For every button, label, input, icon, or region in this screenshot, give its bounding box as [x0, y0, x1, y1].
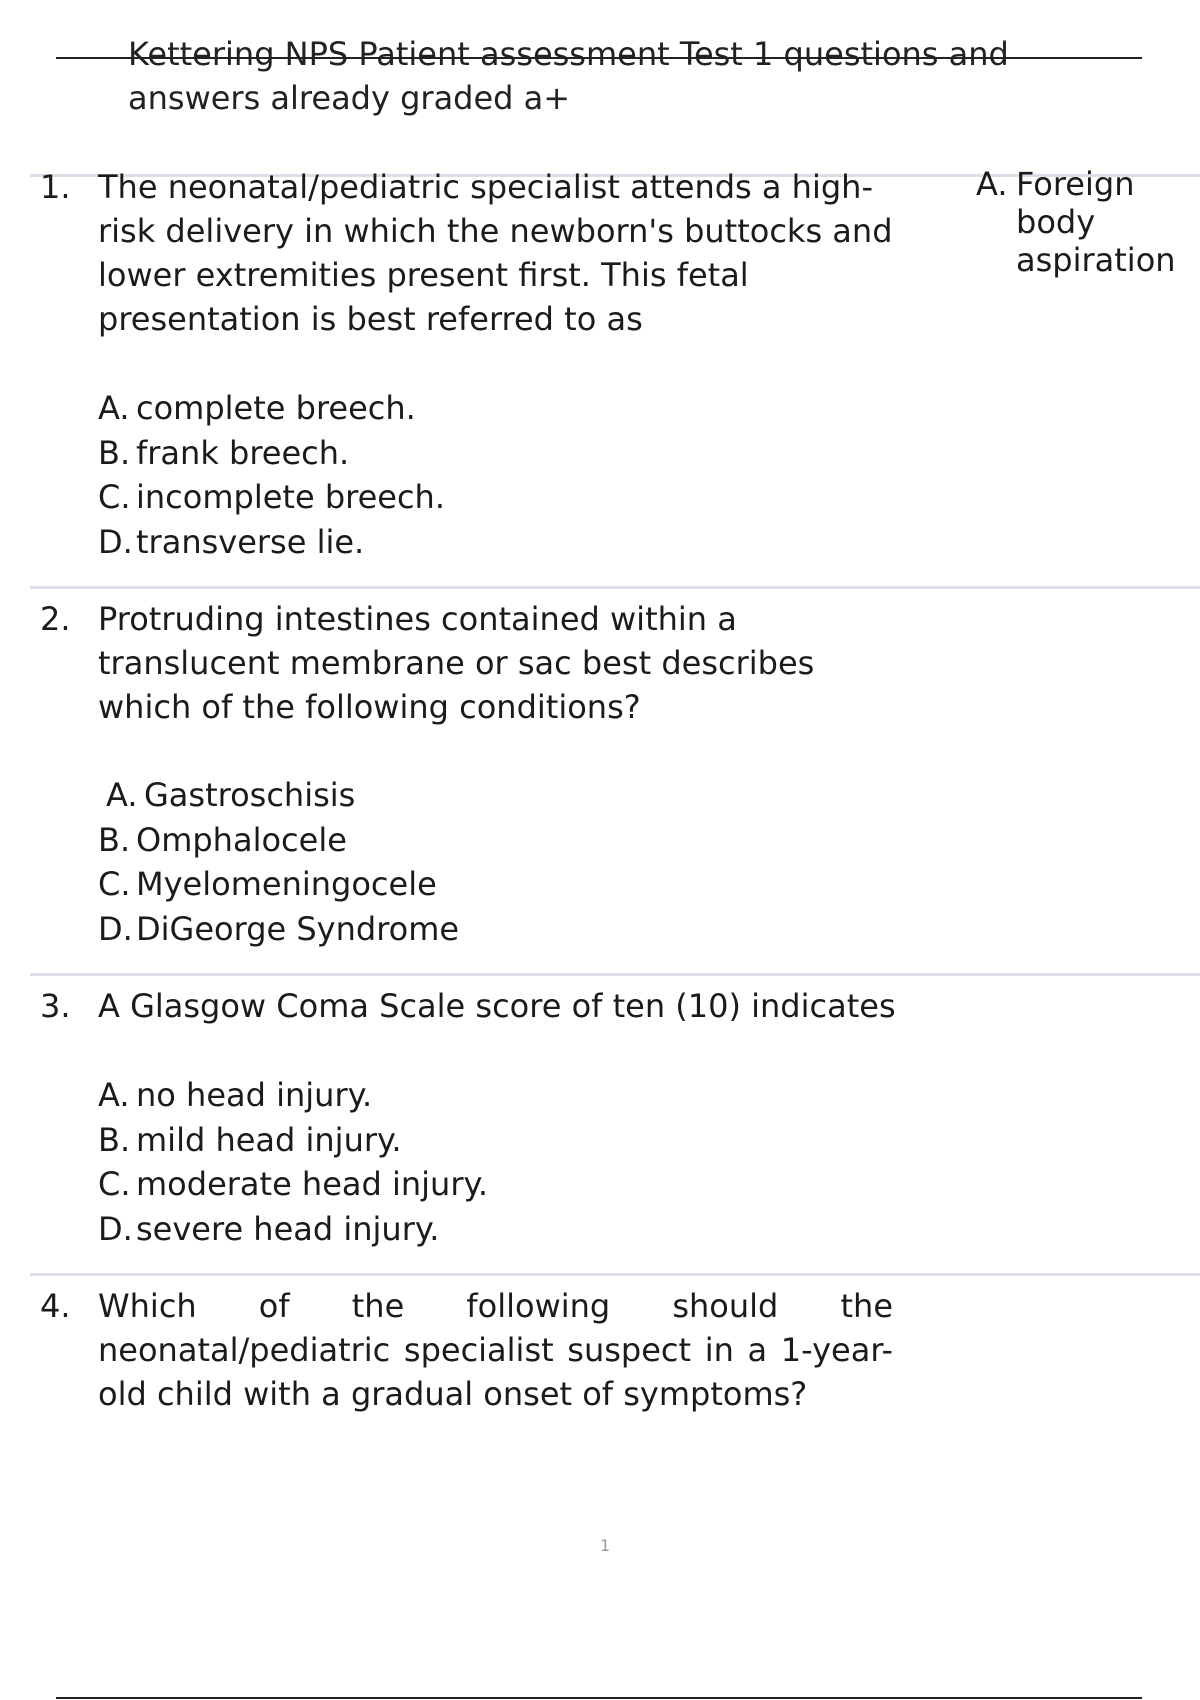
question-3-options: [98, 1073, 488, 1251]
question-separator: [30, 586, 1200, 589]
question-1-text: The neonatal/pediatric specialist attends a high-risk delivery in which the newborn's buttocks and lower extremities present first. This fetal presentation is best referred to as: [98, 168, 893, 338]
option-c: C. incomplete breech.: [98, 478, 445, 516]
page-number: 1: [600, 1536, 611, 1555]
question-separator: [30, 973, 1200, 976]
option-d: D.severe head injury.: [98, 1209, 440, 1248]
footer-rule: [56, 1697, 1142, 1699]
answer-column: [976, 165, 1200, 279]
question-separator: [30, 1273, 1200, 1276]
question-4-text: Which of the following should the neonatal/pediatric specialist suspect in a 1-year-old child with a gradual onset of symptoms?: [98, 1287, 893, 1413]
option-b: B. Omphalocele: [98, 820, 347, 859]
answer-text: Foreign body aspiration: [1016, 165, 1176, 279]
option-d: D.transverse lie.: [98, 522, 365, 561]
question-1-number: 1.: [40, 168, 71, 206]
question-4-number: 4.: [40, 1287, 71, 1325]
option-c: C. Myelomeningocele: [98, 865, 437, 903]
option-d: D.DiGeorge Syndrome: [98, 909, 460, 948]
question-2-options: [98, 773, 459, 951]
question-3-text: A Glasgow Coma Scale score of ten (10) indicates: [98, 987, 896, 1025]
option-a: A. complete breech.: [98, 389, 416, 427]
option-b: B. mild head injury.: [98, 1120, 402, 1159]
question-2-number: 2.: [40, 600, 71, 638]
option-a: A. Gastroschisis: [106, 776, 356, 814]
document-title: Kettering NPS Patient assessment Test 1 questions and answers already graded a+: [128, 35, 1009, 117]
option-c: C. moderate head injury.: [98, 1165, 489, 1203]
question-2-text: Protruding intestines contained within a translucent membrane or sac best describes which of the following conditions?: [98, 600, 815, 726]
question-1-options: [98, 386, 445, 564]
option-a: A. no head injury.: [98, 1076, 373, 1114]
option-b: B. frank breech.: [98, 433, 350, 472]
question-3-number: 3.: [40, 987, 71, 1025]
answer-letter: A.: [976, 165, 1008, 203]
